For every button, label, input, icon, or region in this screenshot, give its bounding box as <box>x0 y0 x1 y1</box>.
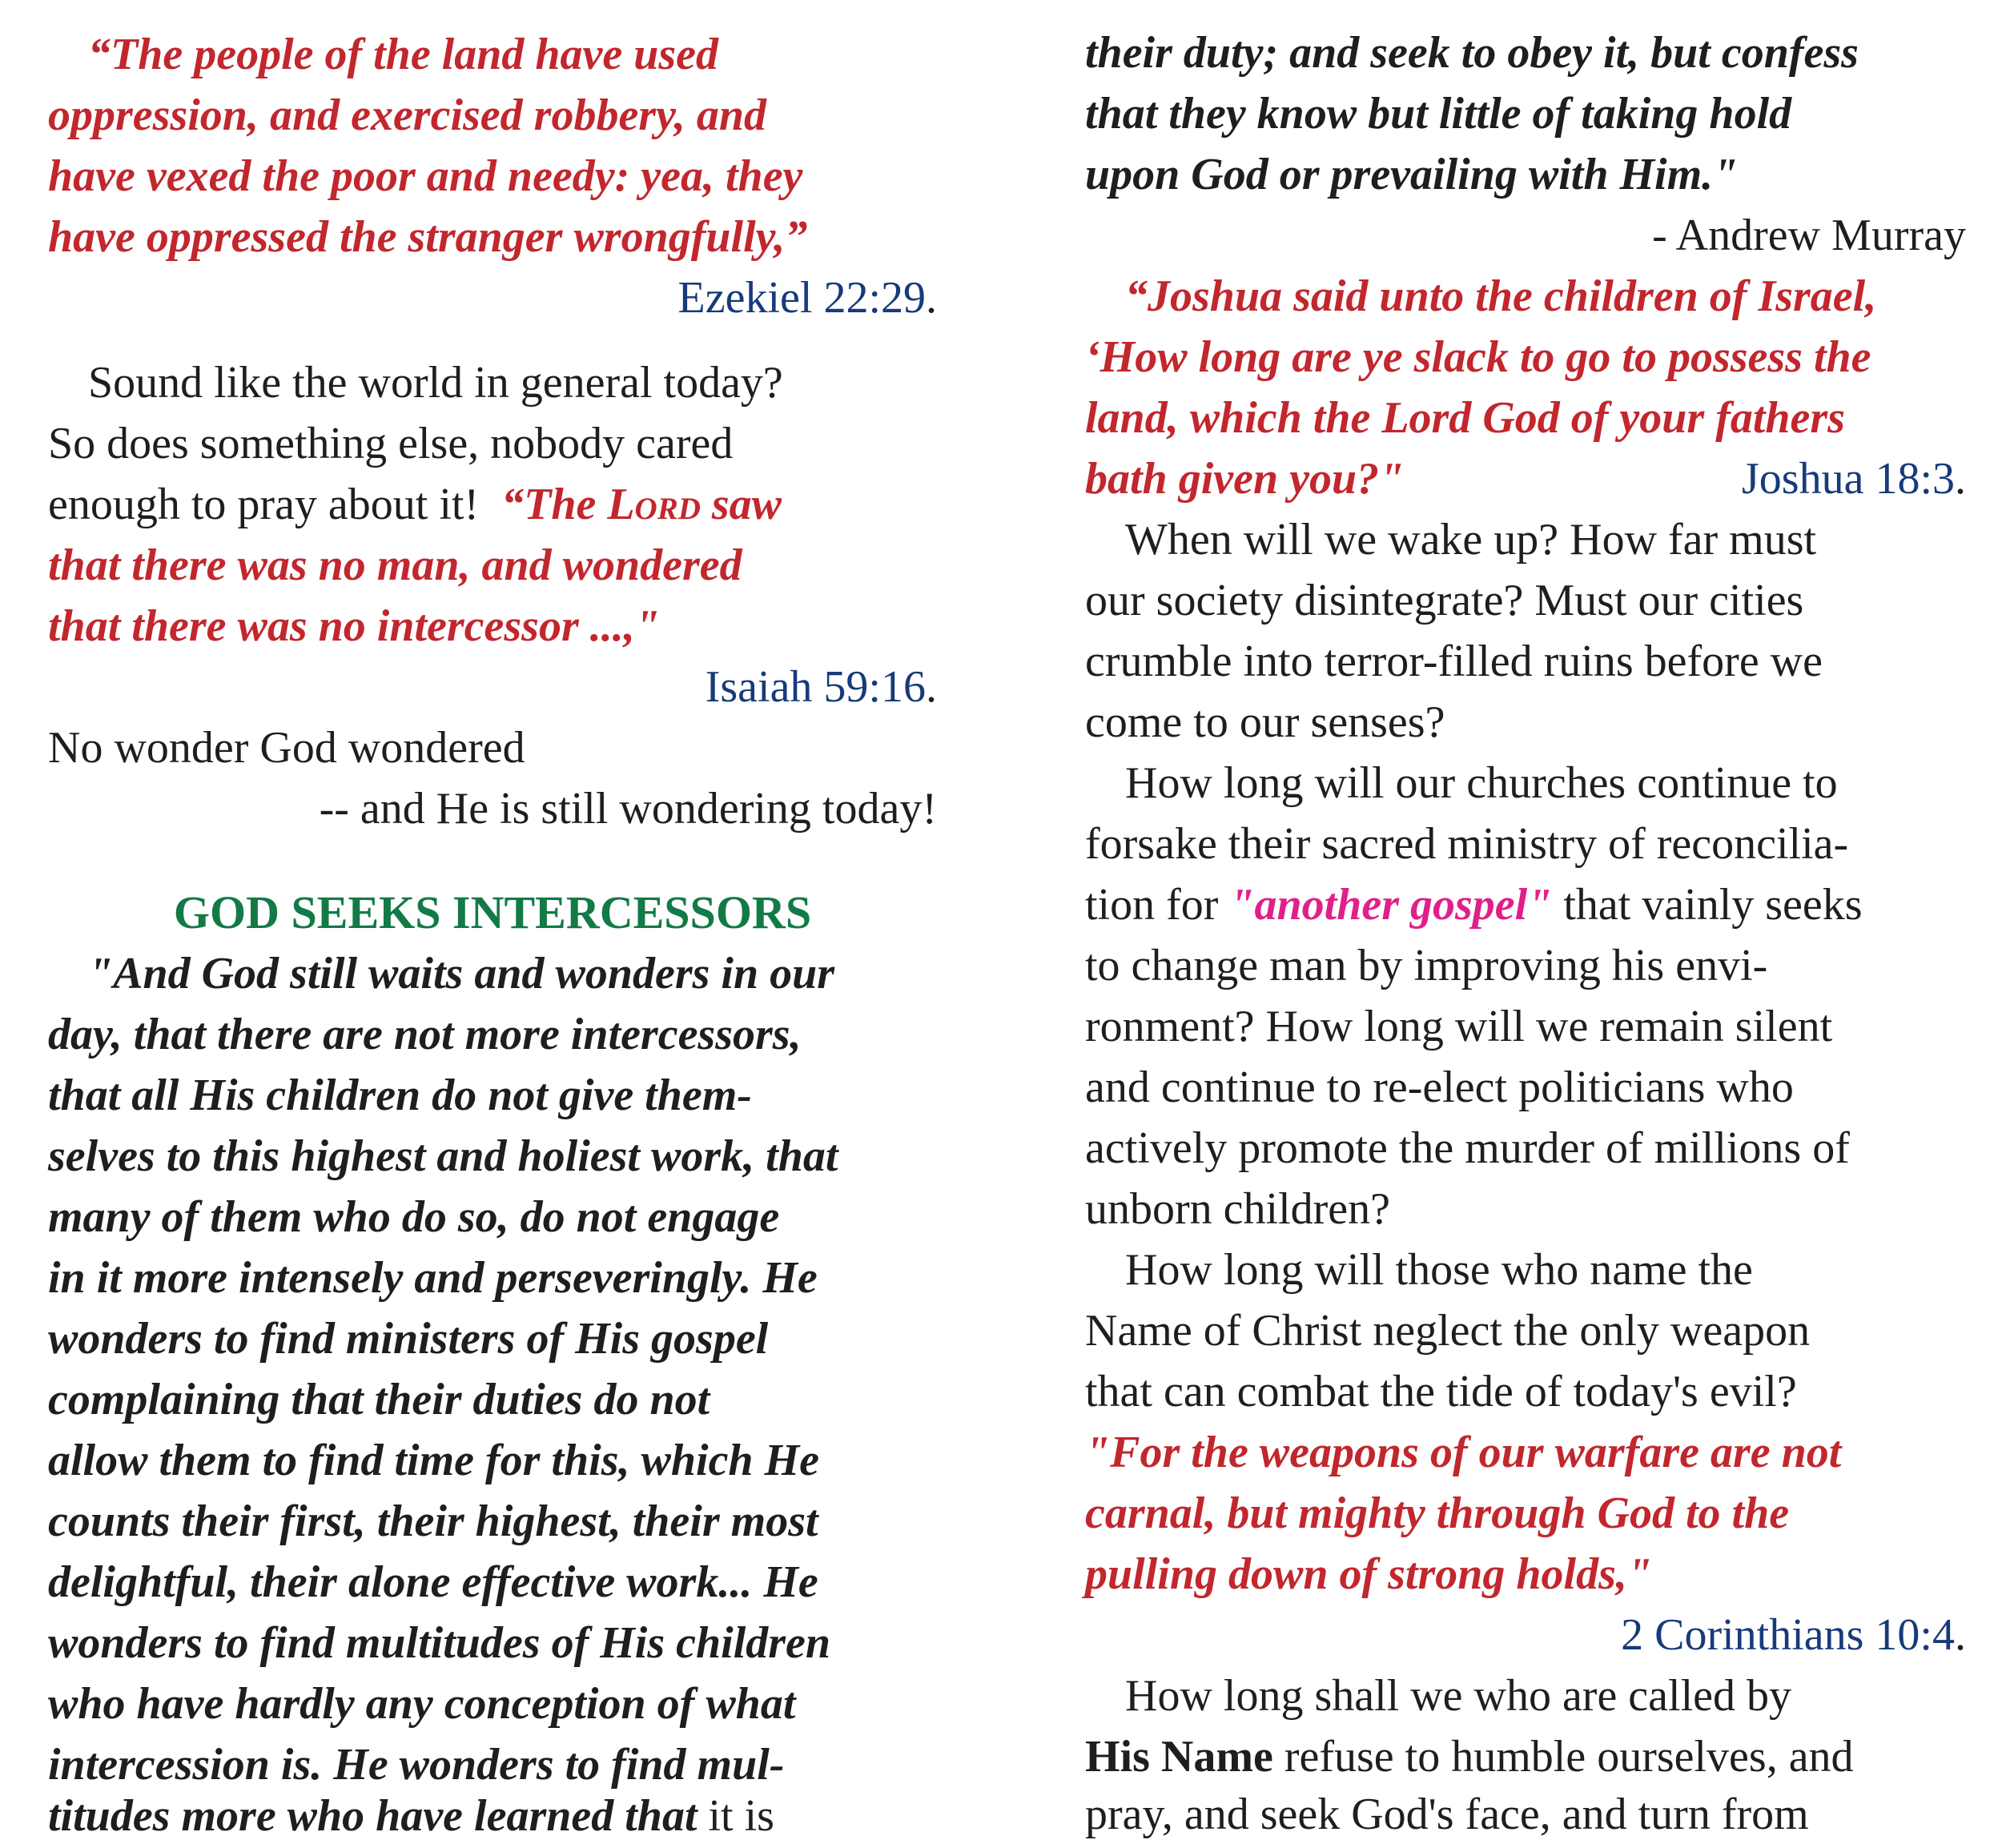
murray-quote-line: complaining that their duties do not <box>48 1375 710 1424</box>
joshua-reference <box>1742 448 1966 509</box>
body-text: enough to pray about it! <box>48 480 480 529</box>
body-text: refuse to humble ourselves, and <box>1272 1732 1854 1782</box>
body-line: pray, and seek God's face, and turn from <box>1085 1790 1809 1839</box>
joshua-line: bath given you?" <box>1085 454 1405 504</box>
ezekiel-line: have oppressed the stranger wrongfully,” <box>48 212 808 262</box>
body-line: So does something else, nobody cared <box>48 419 734 468</box>
body-line-with-quote <box>48 474 782 535</box>
isaiah-reference-text: Isaiah 59:16 <box>705 662 926 712</box>
murray-quote-line: "And God still waits and wonders in our <box>88 949 835 998</box>
corinthians-reference-text: 2 Corinthians 10:4 <box>1621 1610 1955 1660</box>
body-line: that can combat the tide of today's evil? <box>1085 1367 1797 1416</box>
body-line: How long shall we who are called by <box>1125 1671 1791 1721</box>
body-line: forsake their sacred ministry of reconcilia- <box>1085 819 1849 869</box>
murray-quote-italic-end: titudes more who have learned that <box>48 1791 697 1841</box>
body-line: come to our senses? <box>1085 697 1445 747</box>
body-line: crumble into terror-filled ruins before we <box>1085 637 1823 686</box>
body-line: unborn children? <box>1085 1184 1390 1234</box>
isaiah-quote-saw: saw <box>700 480 782 529</box>
body-line: How long will our churches continue to <box>1125 758 1838 808</box>
murray-quote-line: wonders to find ministers of His gospel <box>48 1314 769 1364</box>
isaiah-quote-line: that there was no man, and wondered <box>48 540 742 590</box>
body-line: to change man by improving his envi- <box>1085 941 1768 990</box>
murray-quote-line: allow them to find time for this, which He <box>48 1436 819 1485</box>
corinthians-reference <box>1621 1605 1966 1665</box>
his-name-bold: His Name <box>1085 1732 1273 1782</box>
ezekiel-reference-text: Ezekiel 22:29 <box>677 273 926 323</box>
no-wonder-line: No wonder God wondered <box>48 723 525 773</box>
body-line: and continue to re-elect politicians who <box>1085 1063 1794 1112</box>
body-text: that vainly seeks <box>1552 880 1863 930</box>
body-line: When will we wake up? How far must <box>1125 515 1817 564</box>
isaiah-quote-line: that there was no intercessor ...," <box>48 601 660 651</box>
murray-quote-line: upon God or prevailing with Him." <box>1085 150 1739 199</box>
section-heading: GOD SEEKS INTERCESSORS <box>173 886 812 938</box>
murray-quote-line: their duty; and seek to obey it, but confess <box>1085 28 1859 78</box>
body-line: Sound like the world in general today? <box>88 358 783 408</box>
joshua-reference-text: Joshua 18:3 <box>1742 454 1955 504</box>
still-wondering-line: -- and He is still wondering today! <box>319 784 937 834</box>
murray-quote-line: counts their first, their highest, their most <box>48 1496 818 1546</box>
murray-quote-line: that they know but little of taking hold <box>1085 89 1792 139</box>
reference-period: . <box>1955 1610 1966 1660</box>
body-line-another-gospel <box>1085 874 1863 935</box>
murray-quote-line: who have hardly any conception of what <box>48 1679 796 1729</box>
corinthians-line: carnal, but mighty through God to the <box>1085 1488 1790 1538</box>
reference-period: . <box>926 662 937 712</box>
murray-quote-line: in it more intensely and perseveringly. He <box>48 1253 818 1303</box>
murray-quote-line: selves to this highest and holiest work, that <box>48 1131 838 1181</box>
murray-attribution: - Andrew Murray <box>1652 211 1966 260</box>
body-line: our society disintegrate? Must our cities <box>1085 576 1804 625</box>
murray-quote-last-line <box>48 1786 774 1846</box>
murray-quote-line: many of them who do so, do not engage <box>48 1192 780 1242</box>
reference-period: . <box>926 273 937 323</box>
corinthians-line: "For the weapons of our warfare are not <box>1085 1428 1842 1477</box>
murray-quote-line: intercession is. He wonders to find mul- <box>48 1740 785 1790</box>
isaiah-quote-lord: Lord <box>607 480 701 529</box>
murray-quote-line: day, that there are not more intercessors, <box>48 1010 802 1059</box>
body-line: Name of Christ neglect the only weapon <box>1085 1306 1811 1356</box>
body-line: actively promote the murder of millions of <box>1085 1123 1850 1173</box>
murray-quote-line: that all His children do not give them- <box>48 1071 752 1120</box>
body-line: How long will those who name the <box>1125 1245 1753 1295</box>
ezekiel-line: “The people of the land have used <box>88 30 719 79</box>
murray-quote-line: wonders to find multitudes of His children <box>48 1618 831 1668</box>
joshua-line: “Joshua said unto the children of Israel, <box>1125 271 1877 321</box>
body-text: tion for <box>1085 880 1230 930</box>
murray-quote-plain-end: it is <box>697 1791 774 1841</box>
body-line: ronment? How long will we remain silent <box>1085 1002 1833 1051</box>
body-line-his-name <box>1085 1726 1854 1787</box>
corinthians-line: pulling down of strong holds," <box>1085 1549 1652 1599</box>
ezekiel-reference <box>678 267 937 328</box>
reference-period: . <box>1955 454 1966 504</box>
another-gospel-highlight: "another gospel" <box>1229 880 1553 930</box>
ezekiel-line: have vexed the poor and needy: yea, they <box>48 151 803 201</box>
isaiah-quote-open: “The <box>501 480 608 529</box>
murray-quote-line: delightful, their alone effective work... He <box>48 1557 818 1607</box>
joshua-line: land, which the Lord God of your fathers <box>1085 393 1845 443</box>
isaiah-reference <box>706 657 937 717</box>
ezekiel-line: oppression, and exercised robbery, and <box>48 90 767 140</box>
joshua-line: ‘How long are ye slack to go to possess the <box>1085 332 1871 382</box>
